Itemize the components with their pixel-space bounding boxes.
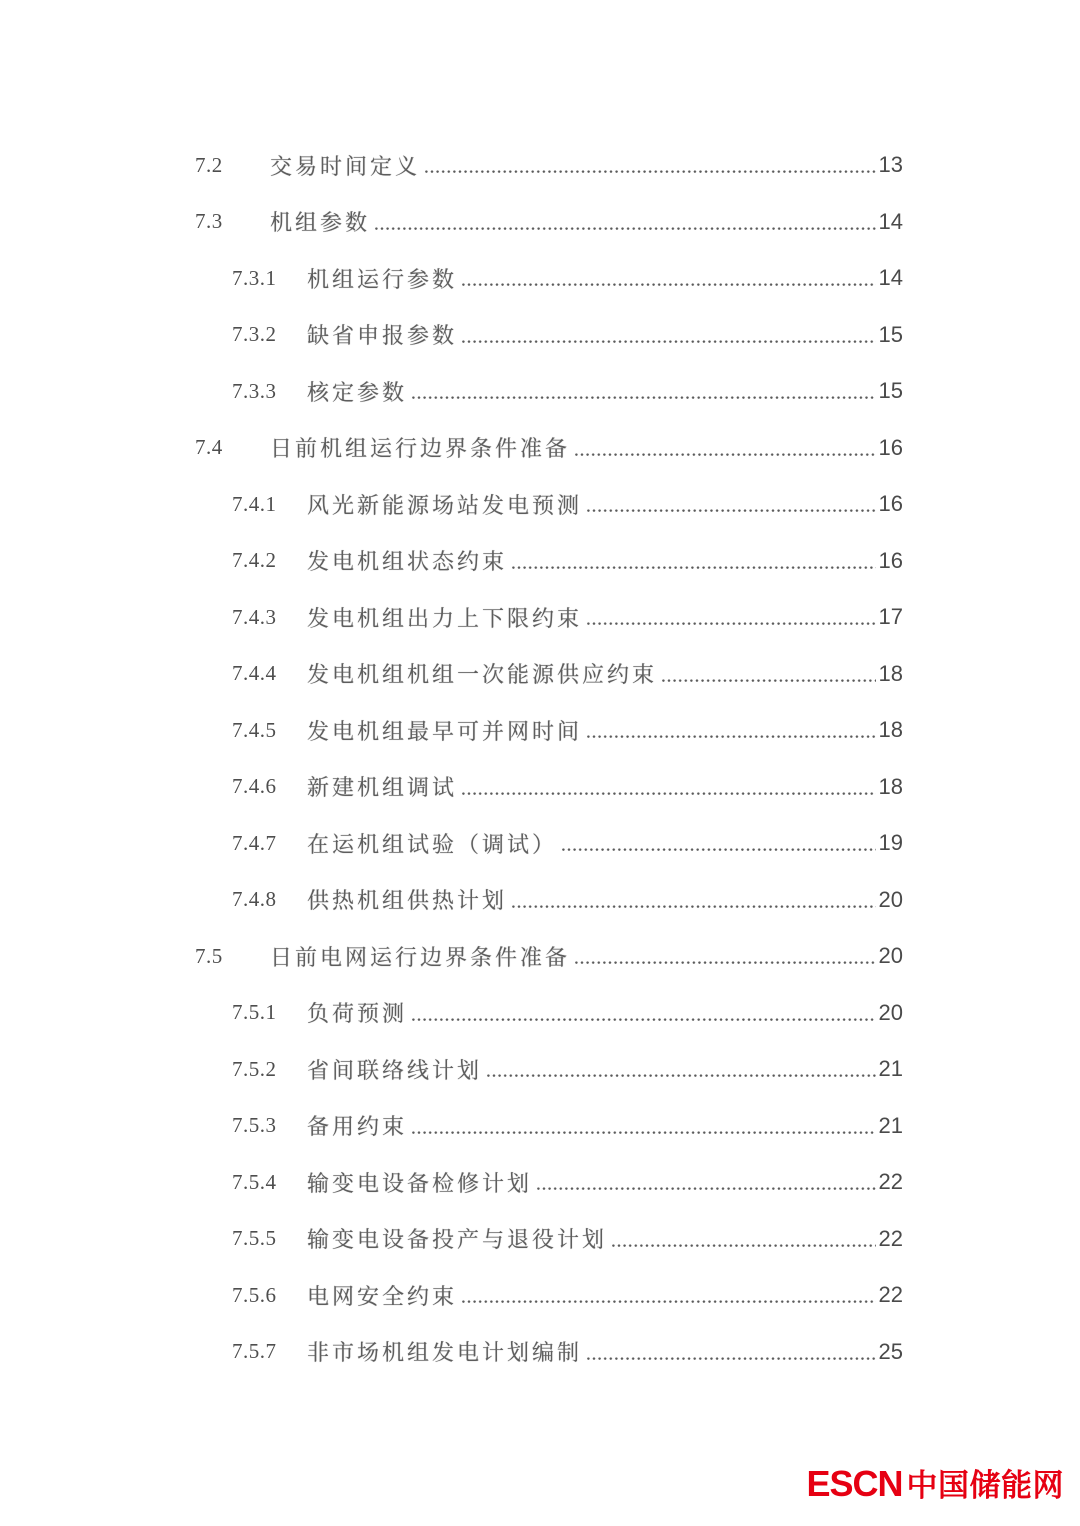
leader-dots — [375, 227, 876, 231]
toc-row — [195, 589, 903, 646]
toc-row — [195, 307, 903, 364]
leader-dots — [425, 170, 876, 174]
toc-row — [195, 646, 903, 703]
toc-entry-number: 7.5.7 — [232, 1339, 277, 1364]
toc-row — [195, 250, 903, 307]
toc-entry-number: 7.4.3 — [232, 604, 277, 629]
leader-dots — [612, 1244, 876, 1248]
toc-page-number: 16 — [878, 547, 903, 573]
toc-page-number: 18 — [878, 717, 903, 743]
toc-entry-number: 7.4.7 — [232, 830, 277, 855]
toc-entry-number: 7.5.1 — [232, 1000, 277, 1025]
leader-dots — [412, 1131, 876, 1135]
toc-entry-title: 日前电网运行边界条件准备 — [270, 944, 571, 970]
toc-entry-number: 7.5.2 — [232, 1056, 277, 1081]
toc-page-number: 22 — [878, 1225, 903, 1251]
leader-dots — [575, 453, 876, 457]
toc-entry-title: 输变电设备投产与退役计划 — [307, 1227, 608, 1253]
toc-row — [195, 928, 903, 985]
toc-row — [195, 476, 903, 533]
leader-dots — [562, 848, 876, 852]
toc-row — [195, 420, 903, 477]
toc-row — [195, 702, 903, 759]
toc-row — [195, 1098, 903, 1155]
toc-row — [195, 872, 903, 929]
toc-page-number: 16 — [878, 434, 903, 460]
toc-entry-number: 7.3 — [195, 209, 223, 234]
leader-dots — [462, 283, 876, 287]
toc-entry-number: 7.5.3 — [232, 1113, 277, 1138]
toc-entry-number: 7.2 — [195, 152, 223, 177]
toc-entry-title: 输变电设备检修计划 — [307, 1170, 533, 1196]
toc-entry-number: 7.3.3 — [232, 378, 277, 403]
toc-page-number: 16 — [878, 491, 903, 517]
toc-entry-title: 交易时间定义 — [270, 153, 421, 179]
toc-entry-title: 发电机组机组一次能源供应约束 — [307, 662, 658, 688]
toc-row — [195, 985, 903, 1042]
leader-dots — [462, 340, 876, 344]
toc-entry-number: 7.3.2 — [232, 322, 277, 347]
toc-entry-title: 备用约束 — [307, 1114, 408, 1140]
leader-dots — [512, 905, 876, 909]
toc-entry-number: 7.5.5 — [232, 1226, 277, 1251]
leader-dots — [462, 1300, 876, 1304]
toc-entry-title: 电网安全约束 — [307, 1283, 458, 1309]
toc-entry-number: 7.5 — [195, 943, 223, 968]
leader-dots — [575, 961, 876, 965]
toc-entry-number: 7.4.6 — [232, 774, 277, 799]
leader-dots — [587, 509, 876, 513]
toc-page-number: 18 — [878, 660, 903, 686]
toc-page-number: 25 — [878, 1338, 903, 1364]
escn-logo-latin: ESCN — [806, 1463, 903, 1504]
toc-row — [195, 1324, 903, 1381]
toc-page-number: 22 — [878, 1282, 903, 1308]
escn-logo-chinese: 中国储能网 — [906, 1468, 1064, 1503]
toc-entry-number: 7.3.1 — [232, 265, 277, 290]
toc-page-number: 18 — [878, 773, 903, 799]
toc-entry-number: 7.5.4 — [232, 1169, 277, 1194]
toc-entry-number: 7.4.8 — [232, 887, 277, 912]
toc-entry-title: 风光新能源场站发电预测 — [307, 492, 583, 518]
leader-dots — [412, 396, 876, 400]
toc-entry-title: 新建机组调试 — [307, 775, 458, 801]
leader-dots — [537, 1187, 876, 1191]
toc-row — [195, 363, 903, 420]
leader-dots — [662, 679, 876, 683]
toc-row — [195, 815, 903, 872]
toc-page-number: 13 — [878, 152, 903, 178]
toc-row — [195, 759, 903, 816]
toc-row — [195, 533, 903, 590]
toc-entry-title: 供热机组供热计划 — [307, 888, 508, 914]
toc-entry-title: 发电机组状态约束 — [307, 549, 508, 575]
toc-entry-number: 7.4.2 — [232, 548, 277, 573]
toc-page-number: 21 — [878, 1056, 903, 1082]
toc-entry-number: 7.4.4 — [232, 661, 277, 686]
toc-page-number: 20 — [878, 943, 903, 969]
toc-row — [195, 1267, 903, 1324]
toc-entry-title: 负荷预测 — [307, 1001, 408, 1027]
toc-entry-title: 省间联络线计划 — [307, 1057, 483, 1083]
toc-row — [195, 194, 903, 251]
toc-page-number: 17 — [878, 604, 903, 630]
toc-entry-title: 核定参数 — [307, 379, 408, 405]
toc-row — [195, 1211, 903, 1268]
toc-page-number: 14 — [878, 265, 903, 291]
toc-page-number: 14 — [878, 208, 903, 234]
toc-entry-title: 发电机组最早可并网时间 — [307, 718, 583, 744]
leader-dots — [587, 622, 876, 626]
toc-entry-number: 7.5.6 — [232, 1282, 277, 1307]
toc-entry-title: 在运机组试验（调试） — [307, 831, 558, 857]
toc-page-number: 21 — [878, 1112, 903, 1138]
leader-dots — [412, 1018, 876, 1022]
toc-page-number: 22 — [878, 1169, 903, 1195]
toc-entry-number: 7.4 — [195, 435, 223, 460]
toc-entry-title: 发电机组出力上下限约束 — [307, 605, 583, 631]
toc-entry-title: 机组参数 — [270, 210, 371, 236]
toc-entry-title: 缺省申报参数 — [307, 323, 458, 349]
toc-row — [195, 1041, 903, 1098]
toc-entry-title: 日前机组运行边界条件准备 — [270, 436, 571, 462]
toc-entry-title: 非市场机组发电计划编制 — [307, 1340, 583, 1366]
toc-entry-number: 7.4.1 — [232, 491, 277, 516]
table-of-contents — [195, 137, 903, 1380]
toc-entry-number: 7.4.5 — [232, 717, 277, 742]
toc-row — [195, 1154, 903, 1211]
leader-dots — [587, 735, 876, 739]
toc-page-number: 20 — [878, 999, 903, 1025]
toc-page-number: 19 — [878, 830, 903, 856]
leader-dots — [462, 792, 876, 796]
toc-page-number: 20 — [878, 886, 903, 912]
toc-page-number: 15 — [878, 378, 903, 404]
toc-row — [195, 137, 903, 194]
leader-dots — [587, 1357, 876, 1361]
toc-entry-title: 机组运行参数 — [307, 266, 458, 292]
toc-page-number: 15 — [878, 321, 903, 347]
leader-dots — [512, 566, 876, 570]
escn-logo — [806, 1463, 1064, 1504]
leader-dots — [487, 1074, 876, 1078]
